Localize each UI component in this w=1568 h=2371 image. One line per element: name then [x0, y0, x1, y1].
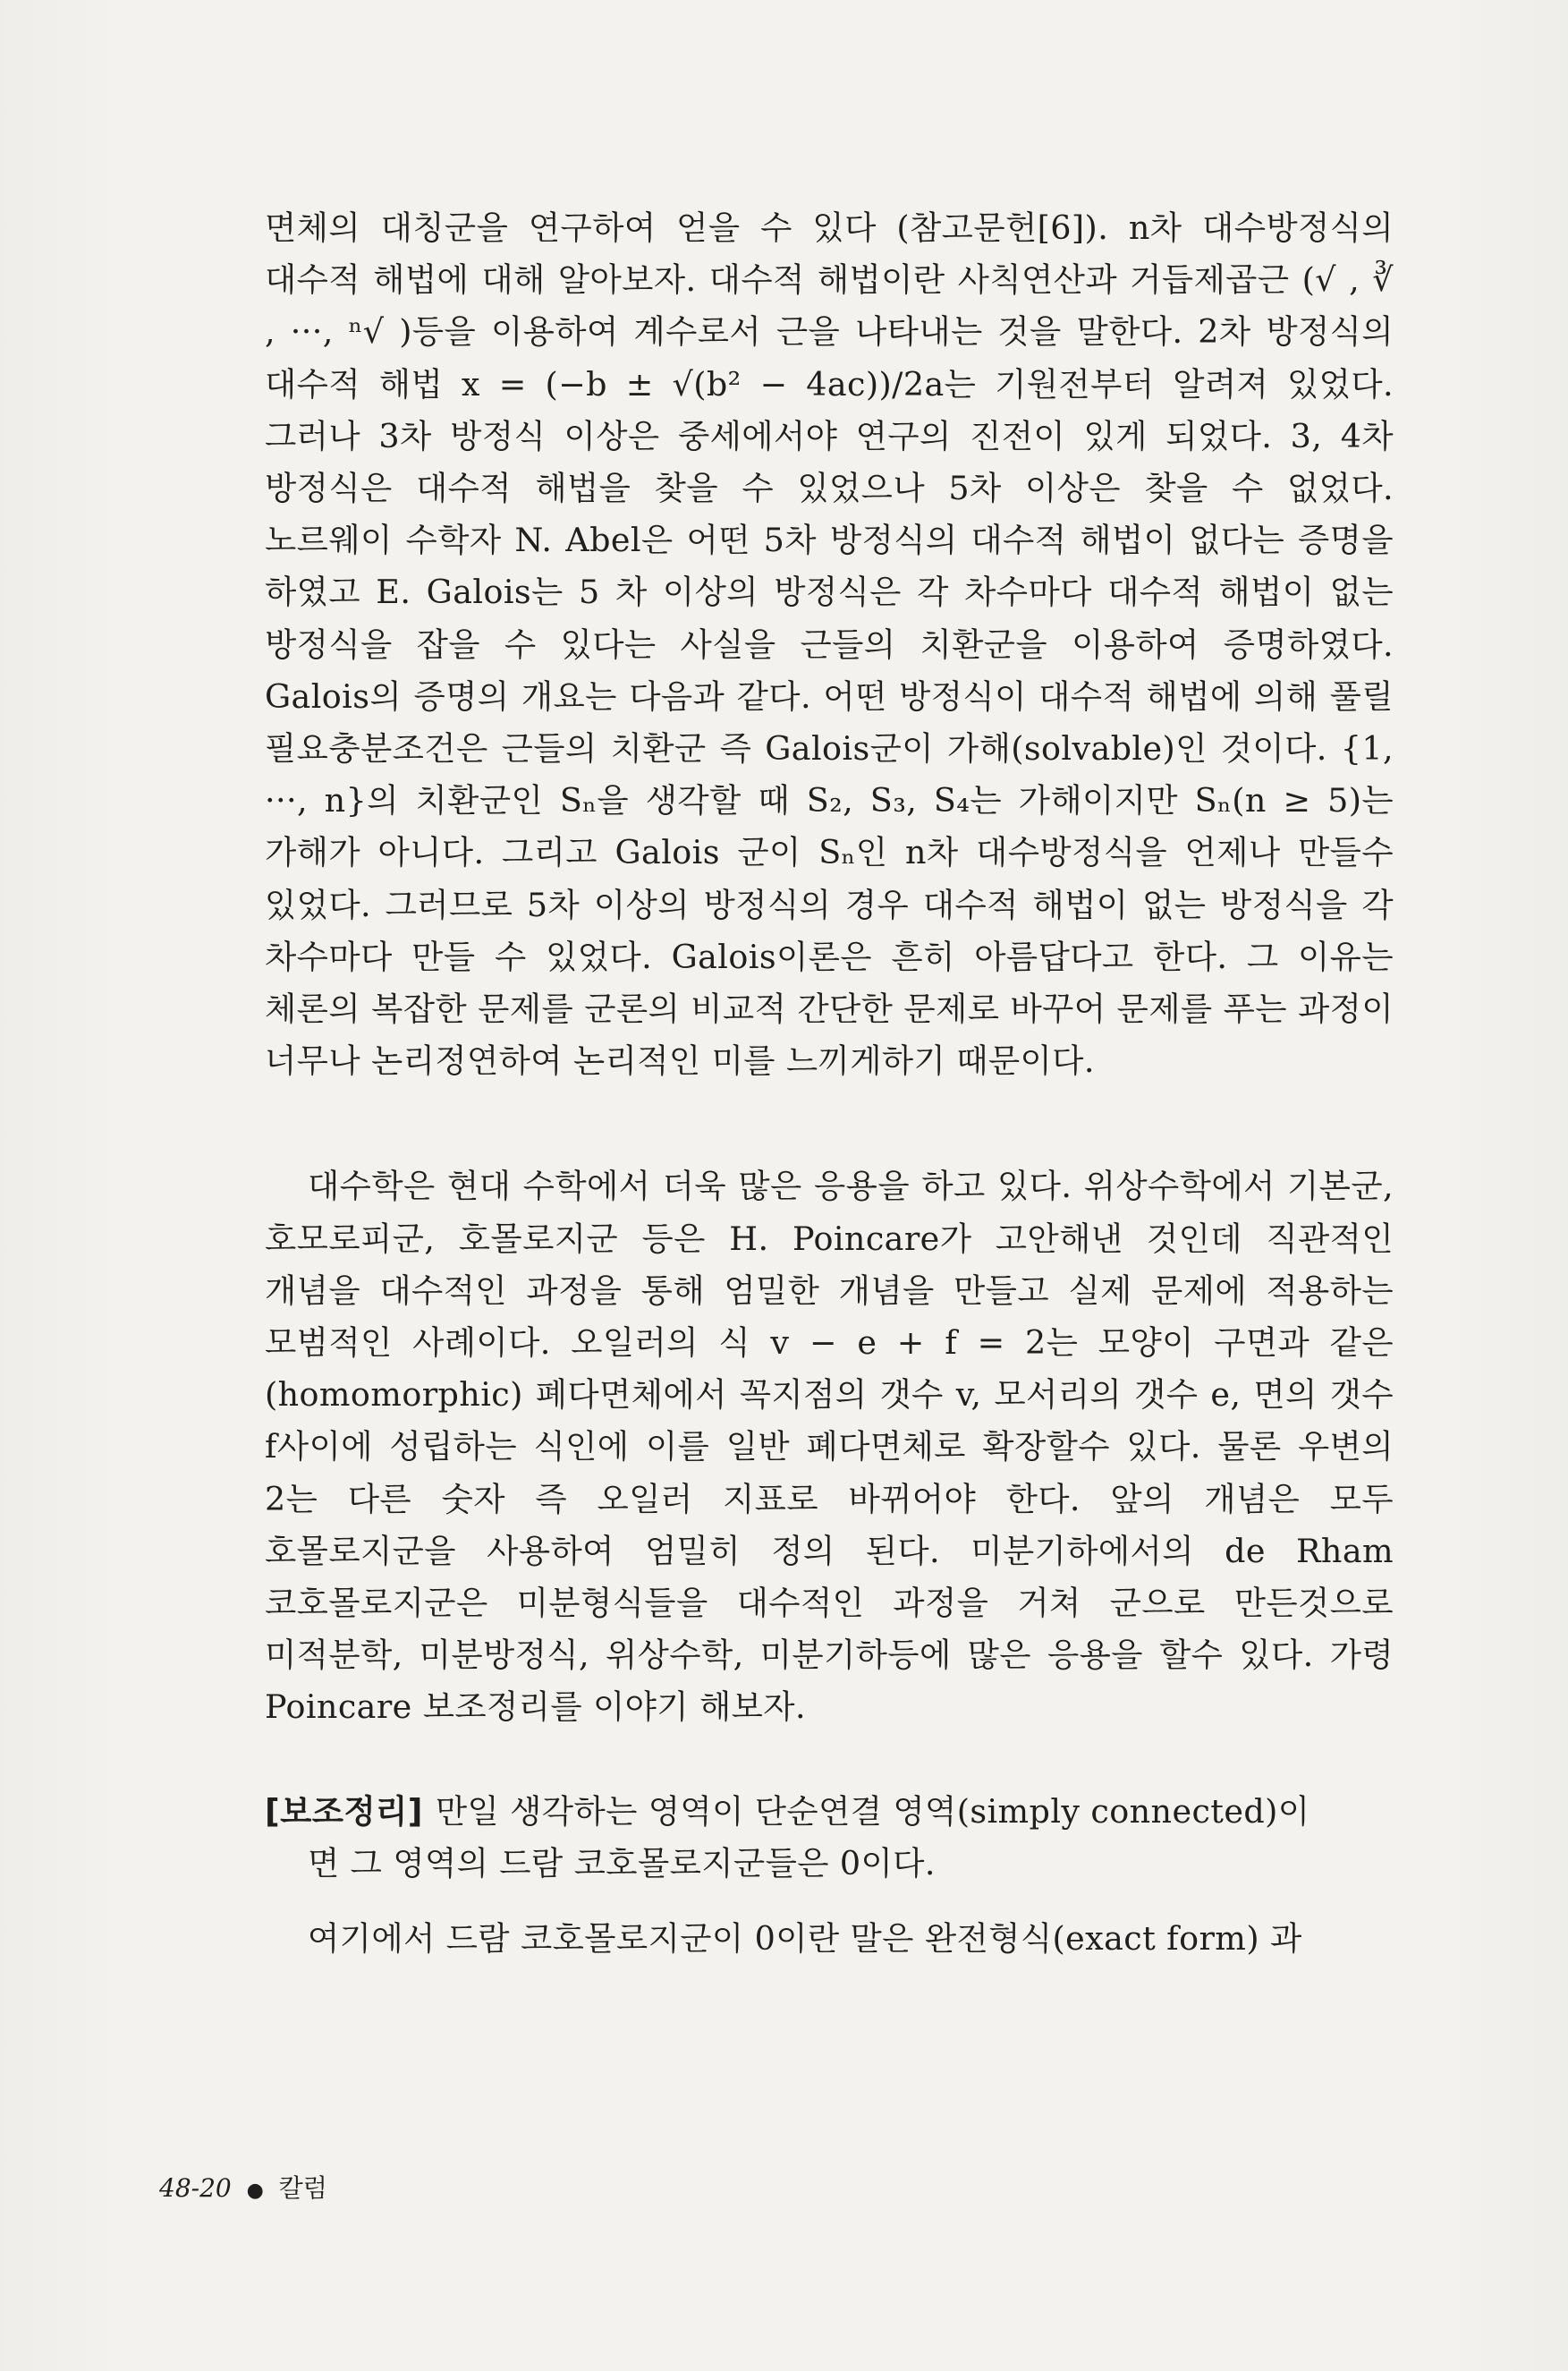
lemma-block: [265, 1786, 1394, 1890]
section-label: 칼럼: [278, 2173, 327, 2203]
paragraph-galois: 면체의 대칭군을 연구하여 얻을 수 있다 (참고문헌[6]). n차 대수방정식의 대수적 해법에 대해 알아보자. 대수적 해법이란 사칙연산과 거듭제곱근 (√ , ∛ , ···, ⁿ√ )등을 이용하여 계수로서 근을 나타내는 것을 말한다. 2차 방정식의 대수적 해법 x = (−b ± √(b² − 4ac))/2a는 기원전부터 알려져 있었다. 그러나 3차 방정식 이상은 중세에서야 연구의 진전이 있게 되었다. 3, 4차 방정식은 대수적 해법을 찾을 수 있었으나 5차 이상은 찾을 수 없었다. 노르웨이 수학자 N. Abel은 어떤 5차 방정식의 대수적 해법이 없다는 증명을 하였고 E. Galois는 5 차 이상의 방정식은 각 차수마다 대수적 해법이 없는 방정식을 잡을 수 있다는 사실을 근들의 치환군을 이용하여 증명하였다. Galois의 증명의 개요는 다음과 같다. 어떤 방정식이 대수적 해법에 의해 풀릴 필요충분조건은 근들의 치환군 즉 Galois군이 가해(solvable)인 것이다. {1, ···, n}의 치환군인 Sₙ을 생각할 때 S₂, S₃, S₄는 가해이지만 Sₙ(n ≥ 5)는 가해가 아니다. 그리고 Galois 군이 Sₙ인 n차 대수방정식을 언제나 만들수 있었다. 그러므로 5차 이상의 방정식의 경우 대수적 해법이 없는 방정식을 각 차수마다 만들 수 있었다. Galois이론은 흔히 아름답다고 한다. 그 이유는 체론의 복잡한 문제를 군론의 비교적 간단한 문제로 바꾸어 문제를 푸는 과정이 너무나 논리정연하여 논리적인 미를 느끼게하기 때문이다.: [265, 208, 1394, 1081]
page-number: 48-20: [159, 2173, 232, 2203]
paragraph-final: 여기에서 드람 코호몰로지군이 0이란 말은 완전형식(exact form) 과: [308, 1919, 1302, 1959]
bullet-icon: ●: [246, 2180, 264, 2202]
lemma-title: [보조정리]: [265, 1791, 423, 1831]
text-column: [265, 202, 1394, 1965]
page-footer: [159, 2169, 327, 2205]
lemma-line-2: 면 그 영역의 드람 코호몰로지군들은 0이다.: [308, 1843, 936, 1882]
lemma-line-1: 만일 생각하는 영역이 단순연결 영역(simply connected)이: [435, 1791, 1310, 1831]
paragraph-algebra-applications: 대수학은 현대 수학에서 더욱 많은 응용을 하고 있다. 위상수학에서 기본군, 호모로피군, 호몰로지군 등은 H. Poincare가 고안해낸 것인데 직관적인 개념을 대수적인 과정을 통해 엄밀한 개념을 만들고 실제 문제에 적용하는 모범적인 사례이다. 오일러의 식 v − e + f = 2는 모양이 구면과 같은(homomorphic) 폐다면체에서 꼭지점의 갯수 v, 모서리의 갯수 e, 면의 갯수 f사이에 성립하는 식인에 이를 일반 폐다면체로 확장할수 있다. 물론 우변의 2는 다른 숫자 즉 오일러 지표로 바뀌어야 한다. 앞의 개념은 모두 호몰로지군을 사용하여 엄밀히 정의 된다. 미분기하에서의 de Rham 코호몰로지군은 미분형식들을 대수적인 과정을 거쳐 군으로 만든것으로 미적분학, 미분방정식, 위상수학, 미분기하등에 많은 응용을 할수 있다. 가령 Poincare 보조정리를 이야기 해보자.: [265, 1167, 1394, 1727]
